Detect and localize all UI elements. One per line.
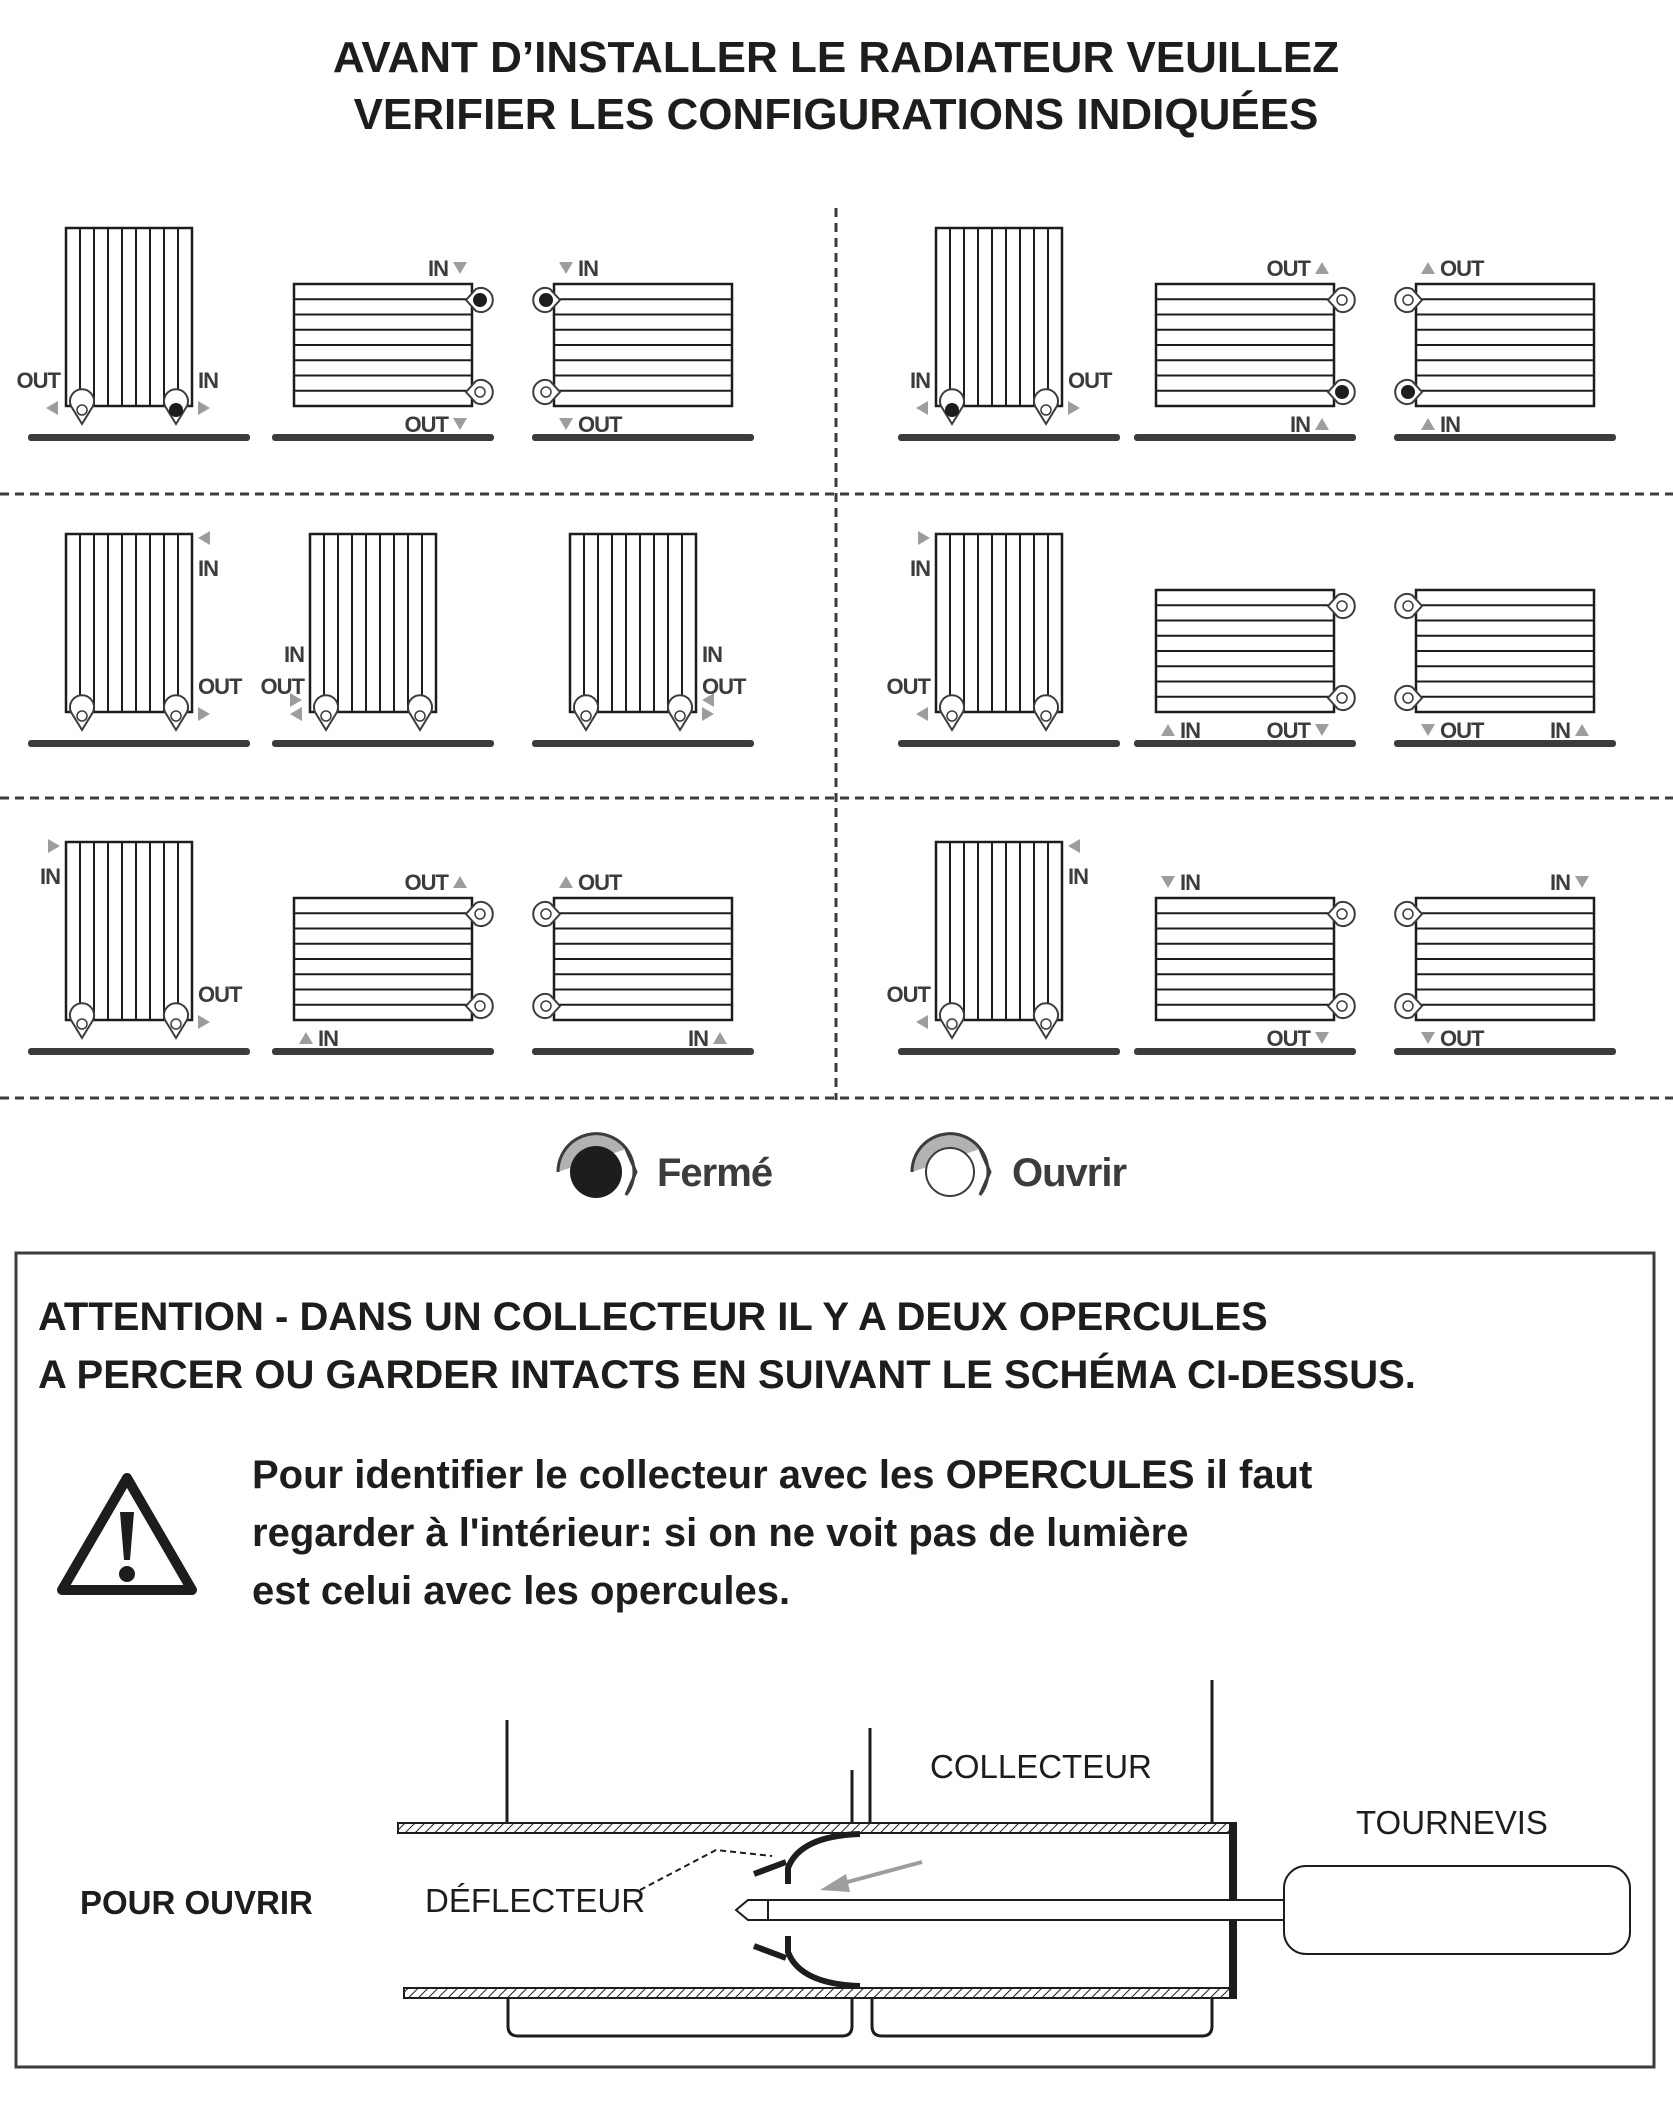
- radiator-config: [272, 870, 494, 1055]
- radiator-config: [532, 534, 754, 747]
- horizontal-radiator: [1156, 284, 1334, 406]
- flow-arrow-icon: [299, 1032, 313, 1044]
- flow-arrow-icon: [1315, 1032, 1329, 1044]
- flow-arrow-icon: [1421, 418, 1435, 430]
- open-valve-icon: [940, 1003, 964, 1038]
- flow-arrow-icon: [453, 418, 467, 430]
- port-label: IN: [910, 556, 930, 581]
- title-line-1: AVANT D’INSTALLER LE RADIATEUR VEUILLEZ: [332, 33, 1340, 82]
- open-valve-icon: [1034, 389, 1058, 424]
- port-label: IN: [688, 1026, 708, 1051]
- flow-arrow-icon: [1161, 876, 1175, 888]
- flow-arrow-icon: [46, 401, 58, 415]
- legend: [558, 1134, 1126, 1198]
- flow-arrow-icon: [1315, 418, 1329, 430]
- flow-arrow-icon: [702, 707, 714, 721]
- horizontal-radiator: [294, 284, 472, 406]
- port-label: OUT: [198, 982, 242, 1007]
- port-label: IN: [1550, 718, 1570, 743]
- pipe-top-wall: [398, 1823, 1236, 1833]
- port-label: OUT: [1440, 1026, 1484, 1051]
- vertical-radiator: [66, 228, 192, 406]
- pour-ouvrir-label: POUR OUVRIR: [80, 1884, 313, 1921]
- horizontal-radiator: [554, 898, 732, 1020]
- flow-arrow-icon: [559, 876, 573, 888]
- flow-arrow-icon: [1575, 724, 1589, 736]
- horizontal-radiator: [1156, 590, 1334, 712]
- flow-arrow-icon: [1068, 401, 1080, 415]
- port-label: IN: [578, 256, 598, 281]
- vertical-radiator: [570, 534, 696, 712]
- port-label: IN: [1550, 870, 1570, 895]
- radiator-config: [898, 228, 1120, 441]
- port-label: OUT: [260, 674, 304, 699]
- horizontal-radiator: [1416, 284, 1594, 406]
- port-label: OUT: [198, 674, 242, 699]
- vertical-radiator: [936, 534, 1062, 712]
- port-label: IN: [198, 368, 218, 393]
- open-valve-icon: [408, 695, 432, 730]
- flow-arrow-icon: [1575, 876, 1589, 888]
- radiator-config: [28, 531, 250, 747]
- open-valve-icon: [574, 695, 598, 730]
- radiator-config: [1134, 590, 1356, 747]
- port-label: OUT: [1266, 718, 1310, 743]
- open-valve-icon: [70, 695, 94, 730]
- port-label: IN: [910, 368, 930, 393]
- radiator-config: [1134, 256, 1356, 441]
- vertical-radiator: [66, 842, 192, 1020]
- flow-arrow-icon: [1315, 262, 1329, 274]
- flow-arrow-icon: [1068, 839, 1080, 853]
- horizontal-radiator: [294, 898, 472, 1020]
- flow-arrow-icon: [916, 707, 928, 721]
- radiator-config: [1394, 870, 1616, 1055]
- flow-arrow-icon: [198, 531, 210, 545]
- port-label: OUT: [404, 412, 448, 437]
- flow-arrow-icon: [1421, 724, 1435, 736]
- vertical-radiator: [936, 228, 1062, 406]
- port-label: OUT: [1440, 256, 1484, 281]
- warning-heading-2: A PERCER OU GARDER INTACTS EN SUIVANT LE SCHÉMA CI-DESSUS.: [38, 1353, 1416, 1397]
- flow-arrow-icon: [48, 839, 60, 853]
- flow-arrow-icon: [1315, 724, 1329, 736]
- flow-arrow-icon: [713, 1032, 727, 1044]
- port-label: IN: [428, 256, 448, 281]
- collecteur-label: COLLECTEUR: [930, 1748, 1152, 1785]
- radiator-configurations: [17, 228, 1616, 1055]
- port-label: IN: [198, 556, 218, 581]
- port-label: IN: [1180, 718, 1200, 743]
- radiator-config: [1394, 590, 1616, 747]
- flow-arrow-icon: [198, 1015, 210, 1029]
- radiator-config: [1134, 870, 1356, 1055]
- port-label: OUT: [578, 870, 622, 895]
- legend-open-label: Ouvrir: [1012, 1151, 1127, 1195]
- flow-arrow-icon: [1421, 1032, 1435, 1044]
- horizontal-radiator: [554, 284, 732, 406]
- collector-diagram: [80, 1680, 1630, 2036]
- warning-body-2: regarder à l'intérieur: si on ne voit pas de lumière: [252, 1511, 1189, 1555]
- port-label: OUT: [404, 870, 448, 895]
- radiator-config: [261, 534, 494, 747]
- port-label: OUT: [702, 674, 746, 699]
- flow-arrow-icon: [1421, 262, 1435, 274]
- closed-valve-icon: [940, 389, 964, 424]
- tournevis-label: TOURNEVIS: [1356, 1804, 1548, 1841]
- flow-arrow-icon: [916, 401, 928, 415]
- port-label: IN: [318, 1026, 338, 1051]
- vertical-radiator: [66, 534, 192, 712]
- radiator-config: [887, 531, 1120, 747]
- horizontal-radiator: [1416, 590, 1594, 712]
- flow-arrow-icon: [290, 707, 302, 721]
- radiator-config: [532, 870, 754, 1055]
- radiator-config: [1394, 256, 1616, 441]
- port-label: IN: [702, 642, 722, 667]
- port-label: OUT: [886, 982, 930, 1007]
- pipe-bottom-wall: [404, 1988, 1236, 1998]
- vertical-radiator: [936, 842, 1062, 1020]
- screwdriver-icon: [736, 1866, 1630, 1954]
- flow-arrow-icon: [453, 262, 467, 274]
- port-label: IN: [284, 642, 304, 667]
- flow-arrow-icon: [559, 262, 573, 274]
- port-label: OUT: [1266, 256, 1310, 281]
- deflecteur-label: DÉFLECTEUR: [425, 1882, 646, 1919]
- port-label: IN: [1068, 864, 1088, 889]
- open-valve-icon: [70, 389, 94, 424]
- port-label: OUT: [1440, 718, 1484, 743]
- port-label: OUT: [16, 368, 60, 393]
- horizontal-radiator: [1156, 898, 1334, 1020]
- radiator-config: [272, 256, 494, 441]
- port-label: OUT: [1266, 1026, 1310, 1051]
- port-label: IN: [1440, 412, 1460, 437]
- open-valve-icon: [668, 695, 692, 730]
- flow-arrow-icon: [198, 707, 210, 721]
- radiator-config: [887, 839, 1120, 1055]
- port-label: OUT: [578, 412, 622, 437]
- radiator-config: [28, 839, 250, 1055]
- flow-arrow-icon: [453, 876, 467, 888]
- warning-triangle-icon: [62, 1478, 192, 1590]
- open-valve-icon: [1034, 1003, 1058, 1038]
- flow-arrow-icon: [918, 531, 930, 545]
- title-line-2: VERIFIER LES CONFIGURATIONS INDIQUÉES: [353, 90, 1319, 139]
- open-valve-icon: [912, 1134, 990, 1196]
- flow-arrow-icon: [916, 1015, 928, 1029]
- flow-arrow-icon: [198, 401, 210, 415]
- open-valve-icon: [70, 1003, 94, 1038]
- horizontal-radiator: [1416, 898, 1594, 1020]
- vertical-radiator: [310, 534, 436, 712]
- open-valve-icon: [1034, 695, 1058, 730]
- flow-arrow-icon: [1161, 724, 1175, 736]
- warning-body-1: Pour identifier le collecteur avec les OPERCULES il faut: [252, 1453, 1313, 1497]
- port-label: OUT: [1068, 368, 1112, 393]
- warning-body-3: est celui avec les opercules.: [252, 1569, 791, 1613]
- radiator-config: [17, 228, 250, 441]
- open-valve-icon: [940, 695, 964, 730]
- legend-closed-label: Fermé: [657, 1151, 773, 1195]
- port-label: IN: [1290, 412, 1310, 437]
- port-label: IN: [40, 864, 60, 889]
- open-valve-icon: [314, 695, 338, 730]
- open-valve-icon: [164, 1003, 188, 1038]
- radiator-config: [532, 256, 754, 441]
- port-label: IN: [1180, 870, 1200, 895]
- closed-valve-icon: [164, 389, 188, 424]
- open-valve-icon: [164, 695, 188, 730]
- port-label: OUT: [886, 674, 930, 699]
- closed-valve-icon: [558, 1134, 636, 1198]
- warning-heading-1: ATTENTION - DANS UN COLLECTEUR IL Y A DEUX OPERCULES: [38, 1295, 1268, 1339]
- flow-arrow-icon: [559, 418, 573, 430]
